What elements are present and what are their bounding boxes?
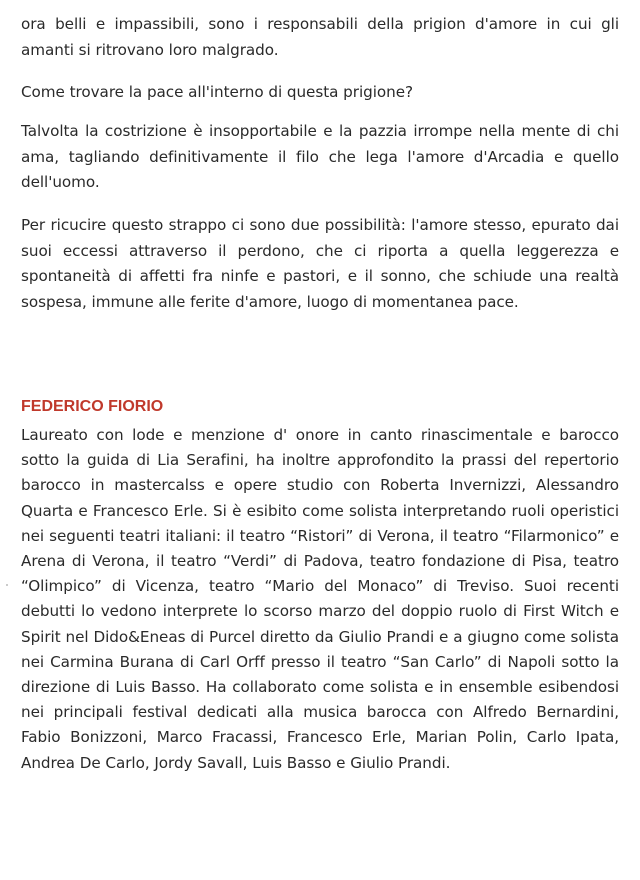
scan-speck	[6, 584, 8, 586]
paragraph-1-block	[21, 12, 619, 63]
paragraph-2-block	[21, 80, 619, 106]
paragraph-2: Come trovare la pace all'interno di questa prigione?	[21, 83, 413, 101]
bio-text: Laureato con lode e menzione d' onore in canto rinascimentale e barocco sotto la guida di Lia Serafini, ha inoltre approfondito la prassi del repertorio barocco in mastercalss e opere studio con Roberta Invernizzi, Alessandro Quarta e Francesco Erle. Si è esibito come solista interpretando ruoli operistici nei seguenti teatri italiani: il teatro “Ristori” di Verona, il teatro “Filarmonico” e Arena di Verona, il teatro “Verdi” di Padova, teatro fondazione di Pisa, teatro “Olimpico” di Vicenza, teatro “Mario del Monaco” di Treviso. Suoi recenti debutti lo vedono interprete lo scorso marzo del doppio ruolo di First Witch e Spirit nel Dido&Eneas di Purcel diretto da Giulio Prandi e a giugno come solista nei Carmina Burana di Carl Orff presso il teatro “San Carlo” di Napoli sotto la direzione di Luis Basso. Ha collaborato come solista e in ensemble esibendosi nei principali festival dedicati alla musica barocca con Alfredo Bernardini, Fabio Bonizzoni, Marco Fracassi, Francesco Erle, Marian Polin, Carlo Ipata, Andrea De Carlo, Jordy Savall, Luis Basso e Giulio Prandi.	[21, 426, 619, 772]
paragraph-3-block	[21, 119, 619, 196]
paragraph-4-block	[21, 213, 619, 315]
paragraph-3: Talvolta la costrizione è insopportabile e la pazzia irrompe nella mente di chi ama, tagliando definitivamente il filo che lega l'amore d'Arcadia e quello dell'uomo.	[21, 122, 619, 191]
bio-block	[21, 423, 619, 776]
paragraph-1: ora belli e impassibili, sono i responsabili della prigion d'amore in cui gli amanti si ritrovano loro malgrado.	[21, 15, 619, 59]
paragraph-4: Per ricucire questo strappo ci sono due possibilità: l'amore stesso, epurato dai suoi eccessi attraverso il perdono, che ci riporta a quella leggerezza e spontaneità di affetti fra ninfe e pastori, e il sonno, che schiude una realtà sospesa, immune alle ferite d'amore, luogo di momentanea pace.	[21, 216, 619, 311]
bio-heading: FEDERICO FIORIO	[21, 398, 164, 415]
